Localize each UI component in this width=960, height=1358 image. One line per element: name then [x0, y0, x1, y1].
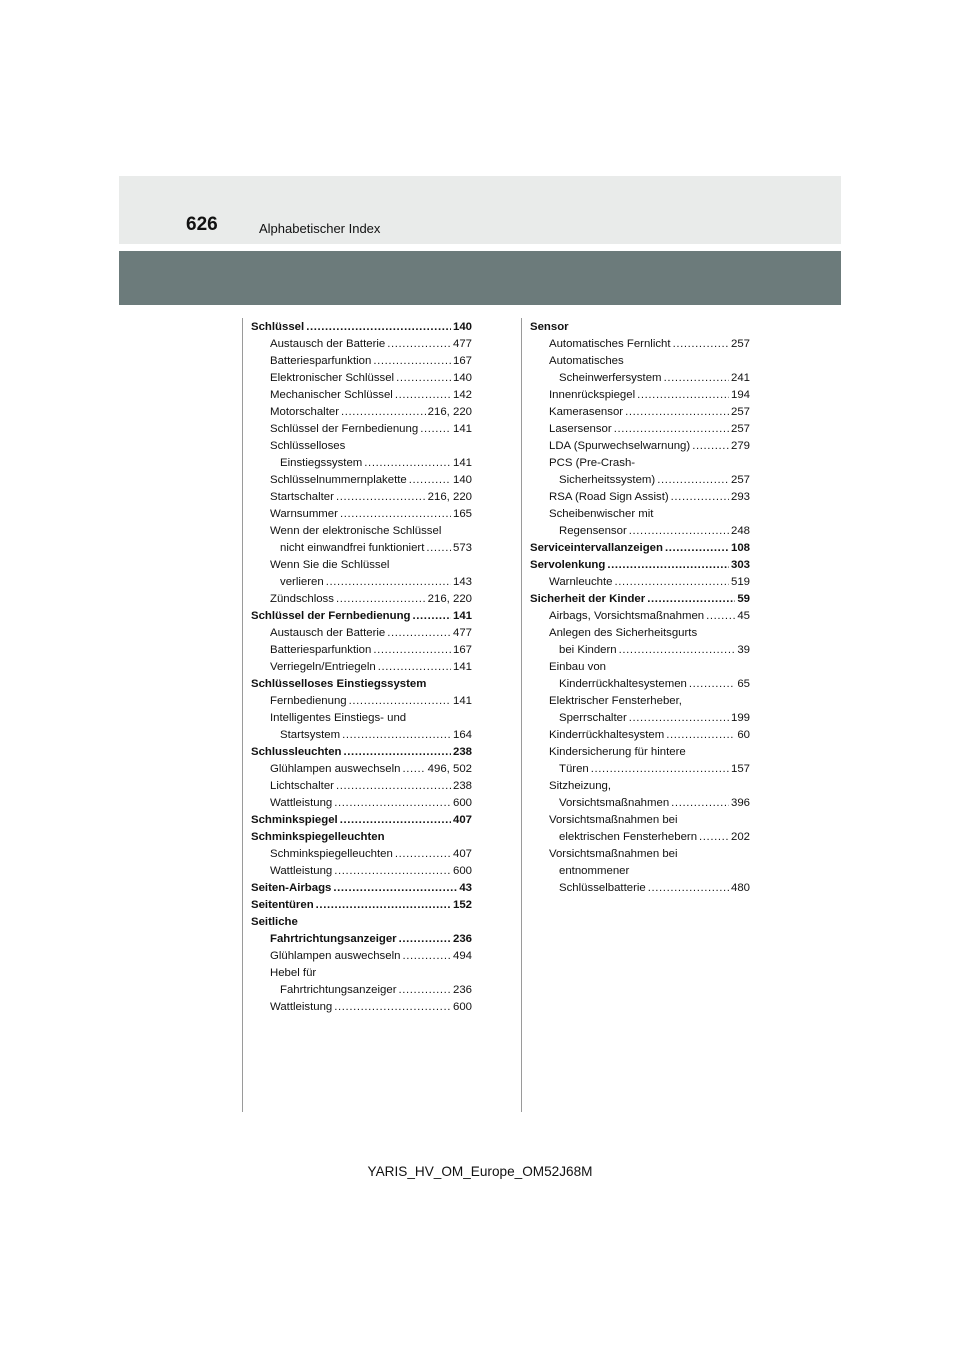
index-page-ref: 248: [730, 525, 750, 537]
index-entry: [251, 676, 472, 693]
index-entry: [251, 608, 472, 625]
index-term: Innenrückspiegel: [549, 389, 636, 401]
index-term: Vorsichtsmaßnahmen: [559, 797, 670, 809]
index-page-ref: 202: [730, 831, 750, 843]
index-page-ref: 141: [452, 423, 472, 435]
index-term: Batteriesparfunktion: [270, 644, 372, 656]
dot-leader: [326, 574, 451, 591]
page-number: 626: [186, 214, 218, 235]
dot-leader: [395, 387, 451, 404]
dot-leader: [666, 727, 735, 744]
index-entry: [251, 642, 472, 659]
dot-leader: [402, 761, 425, 778]
index-entry: [251, 727, 472, 744]
index-term: Servolenkung: [530, 559, 606, 571]
index-entry: [530, 319, 750, 336]
dot-leader: [387, 336, 451, 353]
index-term: Motorschalter: [270, 406, 340, 418]
index-page-ref: 257: [730, 406, 750, 418]
index-term: Sicherheitssystem): [559, 474, 656, 486]
index-entry: [530, 761, 750, 778]
index-entry: [251, 557, 472, 574]
index-term: Schlussleuchten: [251, 746, 342, 758]
index-entry: [251, 319, 472, 336]
index-entry: [251, 948, 472, 965]
dot-leader: [340, 812, 451, 829]
index-entry: [251, 353, 472, 370]
index-page-ref: 167: [452, 355, 472, 367]
index-page-ref: 238: [452, 746, 472, 758]
index-term: bei Kindern: [559, 644, 617, 656]
index-entry: [251, 472, 472, 489]
index-page-ref: 573: [452, 542, 472, 554]
index-entry: [530, 455, 750, 472]
index-entry: [530, 625, 750, 642]
index-entry: [251, 540, 472, 557]
section-title: Alphabetischer Index: [259, 221, 381, 236]
index-term: Scheinwerfersystem: [559, 372, 662, 384]
index-page-ref: 236: [452, 984, 472, 996]
index-entry: [251, 387, 472, 404]
index-term: Startschalter: [270, 491, 334, 503]
index-term: Zündschloss: [270, 593, 334, 605]
dot-leader: [373, 642, 451, 659]
index-term: Schlüssel der Fernbedienung: [270, 423, 419, 435]
index-page-ref: 496, 502: [427, 763, 472, 775]
index-page-ref: 238: [452, 780, 472, 792]
header-bar: [119, 251, 841, 305]
index-term: PCS (Pre-Crash-: [549, 457, 636, 469]
index-term: Seitliche: [251, 916, 298, 928]
index-entry: [251, 999, 472, 1016]
dot-leader: [387, 625, 451, 642]
index-page-ref: 600: [452, 797, 472, 809]
index-page-ref: 143: [452, 576, 472, 588]
index-term: Elektrischer Fensterheber,: [549, 695, 682, 707]
index-entry: [251, 812, 472, 829]
index-page-ref: 59: [737, 593, 750, 605]
dot-leader: [673, 336, 729, 353]
dot-leader: [665, 540, 729, 557]
dot-leader: [615, 574, 729, 591]
index-entry: [251, 336, 472, 353]
index-page-ref: 303: [730, 559, 750, 571]
index-page-ref: 141: [452, 457, 472, 469]
index-page-ref: 519: [730, 576, 750, 588]
index-entry: [530, 438, 750, 455]
index-term: Vorsichtsmaßnahmen bei: [549, 814, 678, 826]
index-page-ref: 199: [730, 712, 750, 724]
index-term: Sicherheit der Kinder: [530, 593, 646, 605]
index-entry: [251, 829, 472, 846]
index-entry: [251, 982, 472, 999]
index-entry: [530, 540, 750, 557]
index-term: Sitzheizung,: [549, 780, 612, 792]
index-entry: [251, 880, 472, 897]
index-page-ref: 141: [452, 610, 472, 622]
dot-leader: [647, 591, 735, 608]
dot-leader: [340, 506, 451, 523]
index-term: Lasersensor: [549, 423, 612, 435]
dot-leader: [426, 540, 451, 557]
index-entry: [530, 829, 750, 846]
index-entry: [530, 506, 750, 523]
index-entry: [251, 370, 472, 387]
index-term: Warnsummer: [270, 508, 338, 520]
index-entry: [251, 744, 472, 761]
index-entry: [251, 897, 472, 914]
index-term: Sensor: [530, 321, 569, 333]
dot-leader: [334, 863, 451, 880]
index-term: Schminkspiegelleuchten: [251, 831, 385, 843]
index-page-ref: 165: [452, 508, 472, 520]
index-page-ref: 141: [452, 661, 472, 673]
index-term: Wattleistung: [270, 1001, 333, 1013]
index-term: Wenn der elektronische Schlüssel: [270, 525, 442, 537]
index-page-ref: 39: [737, 644, 750, 656]
dot-leader: [402, 948, 451, 965]
dot-leader: [333, 880, 457, 897]
dot-leader: [316, 897, 451, 914]
index-entry: [530, 353, 750, 370]
dot-leader: [341, 404, 426, 421]
index-term: LDA (Spurwechselwarnung): [549, 440, 691, 452]
index-term: Austausch der Batterie: [270, 627, 386, 639]
dot-leader: [336, 591, 426, 608]
index-entry: [530, 591, 750, 608]
index-page-ref: 600: [452, 865, 472, 877]
index-term: Automatisches Fernlicht: [549, 338, 671, 350]
dot-leader: [396, 370, 451, 387]
index-page-ref: 65: [737, 678, 750, 690]
dot-leader: [625, 404, 729, 421]
index-term: Fahrtrichtungsanzeiger: [270, 933, 397, 945]
index-term: nicht einwandfrei funktioniert: [280, 542, 425, 554]
index-entry: [530, 846, 750, 863]
index-entry: [530, 812, 750, 829]
index-entry: [530, 421, 750, 438]
index-page-ref: 45: [737, 610, 750, 622]
index-page-ref: 140: [452, 474, 472, 486]
dot-leader: [614, 421, 729, 438]
index-term: Startsystem: [280, 729, 341, 741]
index-entry: [530, 880, 750, 897]
index-entry: [251, 421, 472, 438]
index-entry: [530, 676, 750, 693]
index-term: Seiten-Airbags: [251, 882, 332, 894]
index-page-ref: 142: [452, 389, 472, 401]
dot-leader: [591, 761, 729, 778]
index-entry: [530, 404, 750, 421]
index-page-ref: 216, 220: [427, 406, 472, 418]
index-term: Automatisches: [549, 355, 624, 367]
index-term: Schlüssel: [251, 321, 305, 333]
index-entry: [530, 659, 750, 676]
index-entry: [530, 863, 750, 880]
index-term: Serviceintervallanzeigen: [530, 542, 663, 554]
index-page-ref: 236: [452, 933, 472, 945]
dot-leader: [607, 557, 729, 574]
dot-leader: [420, 421, 451, 438]
index-term: Schminkspiegel: [251, 814, 338, 826]
index-entry: [530, 778, 750, 795]
dot-leader: [671, 489, 729, 506]
index-page-ref: 293: [730, 491, 750, 503]
index-entry: [251, 438, 472, 455]
index-term: Elektronischer Schlüssel: [270, 372, 395, 384]
index-page-ref: 241: [730, 372, 750, 384]
index-entry: [530, 336, 750, 353]
index-entry: [251, 795, 472, 812]
index-page-ref: 140: [452, 372, 472, 384]
dot-leader: [364, 455, 451, 472]
index-entry: [530, 642, 750, 659]
index-entry: [251, 778, 472, 795]
index-term: Anlegen des Sicherheitsgurts: [549, 627, 698, 639]
index-page-ref: 167: [452, 644, 472, 656]
index-page-ref: 108: [730, 542, 750, 554]
index-entry: [251, 659, 472, 676]
dot-leader: [706, 608, 735, 625]
dot-leader: [349, 693, 451, 710]
index-page-ref: 396: [730, 797, 750, 809]
index-entry: [251, 846, 472, 863]
dot-leader: [619, 642, 736, 659]
index-entry: [530, 387, 750, 404]
dot-leader: [629, 710, 729, 727]
index-entry: [251, 523, 472, 540]
dot-leader: [334, 795, 451, 812]
index-entry: [530, 489, 750, 506]
index-entry: [530, 727, 750, 744]
header-band: [119, 176, 841, 244]
index-entry: [251, 761, 472, 778]
dot-leader: [648, 880, 729, 897]
dot-leader: [629, 523, 729, 540]
index-term: Vorsichtsmaßnahmen bei: [549, 848, 678, 860]
index-page-ref: 140: [452, 321, 472, 333]
index-term: Seitentüren: [251, 899, 314, 911]
index-entry: [251, 965, 472, 982]
index-column-right: [530, 319, 750, 897]
index-page-ref: 480: [730, 882, 750, 894]
index-page-ref: 600: [452, 1001, 472, 1013]
index-page-ref: 216, 220: [427, 593, 472, 605]
index-entry: [251, 591, 472, 608]
index-term: Warnleuchte: [549, 576, 613, 588]
index-entry: [251, 693, 472, 710]
index-term: Airbags, Vorsichtsmaßnahmen: [549, 610, 705, 622]
index-term: Glühlampen auswechseln: [270, 763, 401, 775]
index-entry: [530, 557, 750, 574]
index-page-ref: 194: [730, 389, 750, 401]
index-page-ref: 257: [730, 474, 750, 486]
dot-leader: [637, 387, 729, 404]
index-term: Schminkspiegelleuchten: [270, 848, 393, 860]
index-term: Wenn Sie die Schlüssel: [270, 559, 390, 571]
index-page-ref: 257: [730, 338, 750, 350]
index-page-ref: 157: [730, 763, 750, 775]
index-entry: [251, 404, 472, 421]
index-term: Fernbedienung: [270, 695, 347, 707]
index-entry: [530, 744, 750, 761]
index-term: Schlüsselloses Einstiegssystem: [251, 678, 427, 690]
index-term: Austausch der Batterie: [270, 338, 386, 350]
index-term: Scheibenwischer mit: [549, 508, 654, 520]
index-term: Kindersicherung für hintere: [549, 746, 686, 758]
index-term: Regensensor: [559, 525, 627, 537]
index-page-ref: 43: [459, 882, 472, 894]
index-term: RSA (Road Sign Assist): [549, 491, 669, 503]
index-term: Verriegeln/Entriegeln: [270, 661, 376, 673]
dot-leader: [336, 778, 451, 795]
index-column-left: [251, 319, 472, 1016]
index-term: Mechanischer Schlüssel: [270, 389, 393, 401]
index-term: Schlüsselnummernplakette: [270, 474, 407, 486]
index-term: Kamerasensor: [549, 406, 624, 418]
dot-leader: [342, 727, 451, 744]
index-term: entnommener: [559, 865, 630, 877]
dot-leader: [378, 659, 451, 676]
dot-leader: [689, 676, 735, 693]
index-page-ref: 257: [730, 423, 750, 435]
dot-leader: [399, 982, 451, 999]
dot-leader: [409, 472, 451, 489]
index-entry: [251, 489, 472, 506]
index-page-ref: 477: [452, 338, 472, 350]
index-term: Einbau von: [549, 661, 606, 673]
index-entry: [530, 608, 750, 625]
index-entry: [530, 472, 750, 489]
document-id: YARIS_HV_OM_Europe_OM52J68M: [367, 1164, 593, 1179]
index-page-ref: 216, 220: [427, 491, 472, 503]
index-page-ref: 477: [452, 627, 472, 639]
index-entry: [530, 370, 750, 387]
index-page-ref: 60: [737, 729, 750, 741]
index-term: Schlüsselloses: [270, 440, 346, 452]
column-divider-right: [521, 318, 522, 1112]
dot-leader: [334, 999, 451, 1016]
index-entry: [251, 625, 472, 642]
index-entry: [251, 914, 472, 931]
index-page-ref: 164: [452, 729, 472, 741]
dot-leader: [395, 846, 451, 863]
dot-leader: [671, 795, 729, 812]
dot-leader: [306, 319, 451, 336]
dot-leader: [373, 353, 451, 370]
index-entry: [251, 506, 472, 523]
dot-leader: [413, 608, 451, 625]
dot-leader: [657, 472, 729, 489]
dot-leader: [399, 931, 451, 948]
dot-leader: [699, 829, 729, 846]
index-page-ref: 407: [452, 848, 472, 860]
index-entry: [530, 693, 750, 710]
index-entry: [251, 710, 472, 727]
index-term: Glühlampen auswechseln: [270, 950, 401, 962]
index-entry: [530, 710, 750, 727]
index-entry: [530, 523, 750, 540]
index-term: Sperrschalter: [559, 712, 627, 724]
index-term: verlieren: [280, 576, 324, 588]
index-entry: [530, 574, 750, 591]
index-term: Batteriesparfunktion: [270, 355, 372, 367]
index-term: elektrischen Fensterhebern: [559, 831, 698, 843]
index-entry: [251, 455, 472, 472]
index-term: Kinderrückhaltesystemen: [559, 678, 687, 690]
index-entry: [251, 574, 472, 591]
index-term: Schlüssel der Fernbedienung: [251, 610, 411, 622]
index-entry: [530, 795, 750, 812]
index-entry: [251, 931, 472, 948]
dot-leader: [336, 489, 426, 506]
index-page-ref: 152: [452, 899, 472, 911]
index-term: Türen: [559, 763, 589, 775]
index-page-ref: 494: [452, 950, 472, 962]
index-page-ref: 407: [452, 814, 472, 826]
index-entry: [251, 863, 472, 880]
index-term: Lichtschalter: [270, 780, 334, 792]
index-term: Wattleistung: [270, 797, 333, 809]
index-term: Hebel für: [270, 967, 317, 979]
dot-leader: [344, 744, 451, 761]
dot-leader: [664, 370, 729, 387]
index-term: Kinderrückhaltesystem: [549, 729, 665, 741]
index-page-ref: 279: [730, 440, 750, 452]
index-term: Fahrtrichtungsanzeiger: [280, 984, 397, 996]
dot-leader: [692, 438, 729, 455]
column-divider-left: [242, 318, 243, 1112]
index-term: Einstiegssystem: [280, 457, 363, 469]
index-term: Schlüsselbatterie: [559, 882, 646, 894]
index-page-ref: 141: [452, 695, 472, 707]
index-term: Intelligentes Einstiegs- und: [270, 712, 407, 724]
index-term: Wattleistung: [270, 865, 333, 877]
